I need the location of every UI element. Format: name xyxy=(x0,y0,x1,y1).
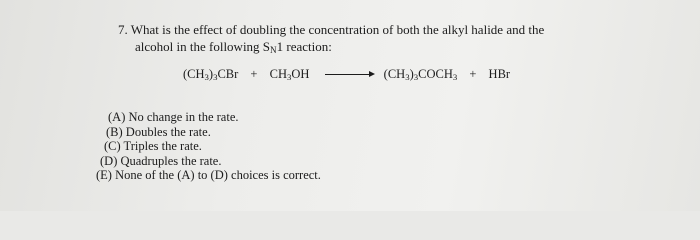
choice-c[interactable]: (C) Triples the rate. xyxy=(104,139,202,154)
reaction-arrow-icon xyxy=(325,74,373,75)
choice-b[interactable]: (B) Doubles the rate. xyxy=(106,124,211,139)
question-text xyxy=(118,21,578,59)
question-number: 7. xyxy=(118,22,128,37)
choice-e[interactable]: (E) None of the (A) to (D) choices is correct. xyxy=(96,168,321,183)
choice-d[interactable]: (D) Quadruples the rate. xyxy=(100,153,222,168)
question-line-1: What is the effect of doubling the concentration of both the alkyl halide and the xyxy=(130,22,545,37)
reactant-alkyl-halide: $(CH_3)_3CBr$ xyxy=(183,66,239,82)
plus-sign: + xyxy=(469,66,477,81)
answer-choices xyxy=(96,110,321,183)
choice-a[interactable]: (A) No change in the rate. xyxy=(108,110,239,124)
plus-sign: + xyxy=(250,66,258,81)
reaction-equation xyxy=(183,66,510,82)
product-hbr: HBr xyxy=(488,66,511,81)
product-ether: $(CH_3)_3COCH_3$ xyxy=(383,66,458,82)
reactant-alcohol: $CH_3OH$ xyxy=(269,66,310,82)
question-line-2: alcohol in the following $S_N1$ reaction: xyxy=(135,39,332,55)
